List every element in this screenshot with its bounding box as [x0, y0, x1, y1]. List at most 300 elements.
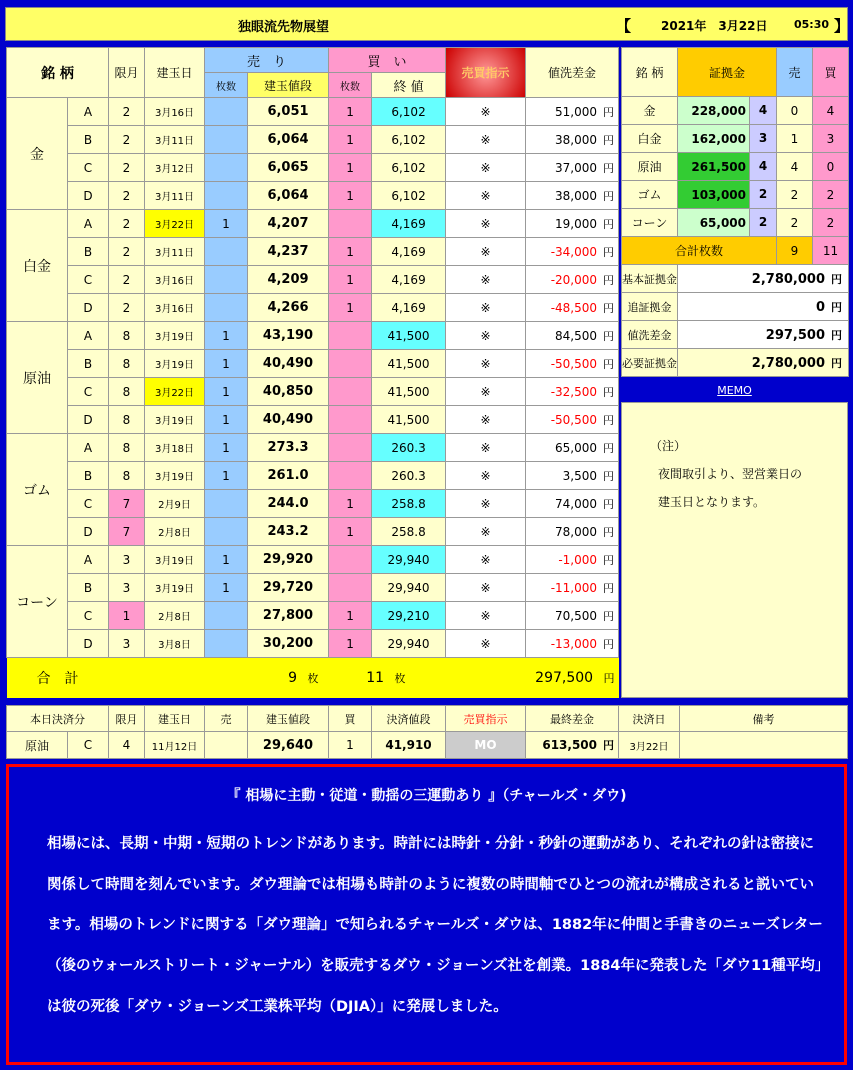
- contract-sub: A: [68, 322, 109, 350]
- gengetsu-cell: 1: [109, 602, 145, 630]
- diff-value: -50,500: [550, 412, 598, 427]
- gengetsu-cell: 2: [109, 294, 145, 322]
- price-cell: 244.0: [248, 490, 329, 518]
- kai-cell: 1: [329, 602, 372, 630]
- table-row: [7, 322, 619, 350]
- diff-value: -20,000: [550, 272, 598, 287]
- diff-unit: 円: [603, 357, 615, 371]
- settle-sub: C: [68, 732, 109, 759]
- hitsuyo-label: 必要証拠金: [622, 349, 678, 377]
- date-bracket-left: 【: [616, 17, 632, 35]
- table-row: [7, 434, 619, 462]
- contract-sub: C: [68, 266, 109, 294]
- contract-sub: D: [68, 630, 109, 658]
- uri-cell: 1: [205, 546, 248, 574]
- date-bracket-right: 】: [834, 17, 850, 35]
- uri-cell: [205, 126, 248, 154]
- uri-cell: [205, 602, 248, 630]
- diff-unit: 円: [603, 637, 615, 651]
- close-cell: 41,500: [372, 378, 446, 406]
- uri-cell: [205, 490, 248, 518]
- settle-name: 原油: [7, 732, 68, 759]
- tategyokubi-cell: 2月8日: [145, 518, 205, 546]
- contract-sub: B: [68, 238, 109, 266]
- close-cell: 29,940: [372, 546, 446, 574]
- close-cell: 29,210: [372, 602, 446, 630]
- title-bar: [5, 7, 848, 41]
- side-header-shokokin: 証拠金: [678, 48, 777, 97]
- diff-value: 38,000: [555, 132, 598, 147]
- gengetsu-cell: 2: [109, 98, 145, 126]
- table-row: [7, 378, 619, 406]
- signal-cell: ※: [446, 210, 526, 238]
- gengetsu-cell: 2: [109, 154, 145, 182]
- price-cell: 40,850: [248, 378, 329, 406]
- gengetsu-cell: 3: [109, 546, 145, 574]
- price-cell: 4,237: [248, 238, 329, 266]
- memo-line-1: （注）: [650, 439, 687, 453]
- diff-value: 74,000: [555, 496, 598, 511]
- margin-kai: 3: [813, 125, 849, 153]
- side-header-uri: 売: [777, 48, 813, 97]
- gengetsu-cell: 8: [109, 434, 145, 462]
- kihon-value: 2,780,000: [751, 271, 825, 287]
- settle-header-date: 建玉日: [145, 706, 205, 732]
- tategyokubi-cell: 3月19日: [145, 350, 205, 378]
- contract-sub: C: [68, 378, 109, 406]
- hitsuyo-value: 2,780,000: [751, 355, 825, 371]
- settle-kai: 1: [329, 732, 372, 759]
- header-gengetsu: 限月: [109, 48, 145, 98]
- contract-sub: D: [68, 518, 109, 546]
- table-row: [7, 126, 619, 154]
- kai-cell: 1: [329, 154, 372, 182]
- total-uri-unit: 枚: [307, 671, 319, 685]
- price-cell: 29,920: [248, 546, 329, 574]
- diff-value: -34,000: [550, 244, 598, 259]
- uri-cell: 1: [205, 350, 248, 378]
- memo-line-3: 建玉日となります。: [658, 495, 766, 509]
- article-box: [6, 764, 847, 1065]
- margin-row: [622, 153, 849, 181]
- margin-name: 金: [622, 97, 678, 125]
- article-body: 相場には、長期・中期・短期のトレンドがあります。時計には時針・分針・秒針の運動があり、それぞれの針は密接に関係して時間を刻んでいます。ダウ理論では相場も時計のように複数の時間軸でひとつの流れが構成されると説いています。相場のトレンドに関する「ダウ理論」で知られるチャールズ・ダウは、1882年に仲間と手書きのニューズレター（後のウォールストリート・ジャーナル）を販売するダウ・ジョーンズ社を創業。1884年に発表した「ダウ11種平均」は彼の死後「ダウ・ジョーンズ工業株平均（DJIA）」に発展しました。: [47, 836, 823, 1015]
- diff-value: -11,000: [550, 580, 598, 595]
- side-total-uri: 9: [777, 237, 813, 265]
- date-text: 2021年 3月22日: [661, 19, 768, 33]
- margin-kai: 0: [813, 153, 849, 181]
- header-baibai: 売買指示: [446, 48, 526, 98]
- settle-price: 29,640: [248, 732, 329, 759]
- diff-unit: 円: [603, 105, 615, 119]
- header-meigara: 銘 柄: [7, 48, 109, 98]
- price-cell: 6,051: [248, 98, 329, 126]
- close-cell: 260.3: [372, 434, 446, 462]
- close-cell: 41,500: [372, 350, 446, 378]
- article-quote: 『 相場に主動・従道・動揺の三運動あり 』（チャールズ・ダウ): [226, 788, 627, 804]
- diff-unit: 円: [603, 525, 615, 539]
- price-cell: 6,064: [248, 182, 329, 210]
- tategyokubi-cell: 3月19日: [145, 574, 205, 602]
- page-title: 独眼流先物展望: [238, 20, 330, 35]
- contract-sub: A: [68, 98, 109, 126]
- margin-uri: 1: [777, 125, 813, 153]
- signal-cell: ※: [446, 546, 526, 574]
- tategyokubi-cell: 2月9日: [145, 490, 205, 518]
- close-cell: 41,500: [372, 322, 446, 350]
- header-tategyoku-nedan: 建玉値段: [248, 73, 329, 98]
- signal-cell: ※: [446, 574, 526, 602]
- diff-unit: 円: [603, 273, 615, 287]
- diff-value: 3,500: [562, 468, 598, 483]
- signal-cell: ※: [446, 238, 526, 266]
- side-header-meigara: 銘 柄: [622, 48, 678, 97]
- table-row: [7, 182, 619, 210]
- gengetsu-cell: 2: [109, 238, 145, 266]
- margin-count: 2: [749, 209, 776, 236]
- gengetsu-cell: 7: [109, 518, 145, 546]
- tsui-value: 0: [815, 299, 825, 315]
- diff-unit: 円: [603, 133, 615, 147]
- table-row: [7, 350, 619, 378]
- contract-sub: B: [68, 350, 109, 378]
- price-cell: 243.2: [248, 518, 329, 546]
- close-cell: 6,102: [372, 126, 446, 154]
- neari-unit: 円: [831, 328, 842, 342]
- table-row: [7, 98, 619, 126]
- diff-value: -48,500: [550, 300, 598, 315]
- margin-count: 3: [749, 125, 776, 152]
- margin-kai: 2: [813, 209, 849, 237]
- margin-kai: 4: [813, 97, 849, 125]
- settle-biko: [680, 732, 848, 759]
- gengetsu-cell: 7: [109, 490, 145, 518]
- margin-table: [621, 47, 849, 377]
- diff-unit: 円: [603, 581, 615, 595]
- kihon-label: 基本証拠金: [622, 265, 678, 293]
- settle-diff-unit: 円: [603, 739, 614, 752]
- kai-cell: 1: [329, 490, 372, 518]
- close-cell: 4,169: [372, 266, 446, 294]
- uri-cell: [205, 238, 248, 266]
- kai-cell: 1: [329, 98, 372, 126]
- margin-name: ゴム: [622, 181, 678, 209]
- contract-sub: C: [68, 602, 109, 630]
- signal-cell: ※: [446, 126, 526, 154]
- diff-unit: 円: [603, 413, 615, 427]
- kai-cell: 1: [329, 518, 372, 546]
- margin-uri: 0: [777, 97, 813, 125]
- price-cell: 29,720: [248, 574, 329, 602]
- table-row: [7, 490, 619, 518]
- signal-cell: ※: [446, 350, 526, 378]
- margin-amount: 65,000: [699, 215, 746, 230]
- tategyokubi-cell: 3月22日: [145, 378, 205, 406]
- signal-cell: ※: [446, 462, 526, 490]
- tategyokubi-cell: 3月12日: [145, 154, 205, 182]
- neari-label: 値洗差金: [622, 321, 678, 349]
- gengetsu-cell: 8: [109, 322, 145, 350]
- settle-header-kessai: 決済値段: [372, 706, 446, 732]
- signal-cell: ※: [446, 266, 526, 294]
- contract-sub: A: [68, 210, 109, 238]
- margin-row: [622, 181, 849, 209]
- settle-header-uri: 売: [205, 706, 248, 732]
- kai-cell: 1: [329, 126, 372, 154]
- close-cell: 6,102: [372, 98, 446, 126]
- tategyokubi-cell: 3月11日: [145, 126, 205, 154]
- signal-cell: ※: [446, 378, 526, 406]
- kai-cell: [329, 322, 372, 350]
- uri-cell: [205, 154, 248, 182]
- diff-unit: 円: [603, 469, 615, 483]
- price-cell: 261.0: [248, 462, 329, 490]
- price-cell: 30,200: [248, 630, 329, 658]
- signal-cell: ※: [446, 182, 526, 210]
- kihon-unit: 円: [831, 272, 842, 286]
- diff-unit: 円: [603, 385, 615, 399]
- commodity-name: 金: [7, 98, 68, 210]
- table-row: [7, 574, 619, 602]
- settle-gen: 4: [109, 732, 145, 759]
- memo-header[interactable]: MEMO: [717, 384, 752, 397]
- contract-sub: A: [68, 434, 109, 462]
- price-cell: 40,490: [248, 406, 329, 434]
- contract-sub: B: [68, 462, 109, 490]
- diff-value: -13,000: [550, 636, 598, 651]
- close-cell: 29,940: [372, 630, 446, 658]
- price-cell: 4,266: [248, 294, 329, 322]
- header-uri-maisu: 枚数: [205, 73, 248, 98]
- kai-cell: 1: [329, 266, 372, 294]
- kai-cell: [329, 434, 372, 462]
- uri-cell: 1: [205, 322, 248, 350]
- positions-table: [6, 47, 619, 698]
- kai-cell: [329, 462, 372, 490]
- margin-amount: 261,500: [691, 159, 746, 174]
- close-cell: 41,500: [372, 406, 446, 434]
- diff-unit: 円: [603, 553, 615, 567]
- price-cell: 4,207: [248, 210, 329, 238]
- tategyokubi-cell: 2月8日: [145, 602, 205, 630]
- gengetsu-cell: 2: [109, 210, 145, 238]
- signal-cell: ※: [446, 322, 526, 350]
- gengetsu-cell: 2: [109, 126, 145, 154]
- settlement-table: [6, 705, 848, 759]
- close-cell: 4,169: [372, 294, 446, 322]
- settle-header-saishu: 最終差金: [526, 706, 619, 732]
- total-kai-unit: 枚: [394, 671, 406, 685]
- price-cell: 6,065: [248, 154, 329, 182]
- uri-cell: 1: [205, 462, 248, 490]
- margin-name: 白金: [622, 125, 678, 153]
- close-cell: 6,102: [372, 182, 446, 210]
- table-row: [7, 154, 619, 182]
- table-row: [7, 266, 619, 294]
- tategyokubi-cell: 3月11日: [145, 238, 205, 266]
- uri-cell: 1: [205, 378, 248, 406]
- signal-cell: ※: [446, 602, 526, 630]
- table-row: [7, 518, 619, 546]
- settle-header-biko: 備考: [680, 706, 848, 732]
- tategyokubi-cell: 3月11日: [145, 182, 205, 210]
- uri-cell: 1: [205, 574, 248, 602]
- commodity-name: コーン: [7, 546, 68, 658]
- margin-name: コーン: [622, 209, 678, 237]
- contract-sub: C: [68, 490, 109, 518]
- total-diff-unit: 円: [603, 671, 615, 685]
- total-uri: 9: [288, 669, 298, 686]
- settle-header-price: 建玉値段: [248, 706, 329, 732]
- signal-cell: ※: [446, 98, 526, 126]
- settle-date: 11月12日: [145, 732, 205, 759]
- diff-value: 37,000: [555, 160, 598, 175]
- table-row: [7, 406, 619, 434]
- diff-value: 19,000: [555, 216, 598, 231]
- time-text: 05:30: [794, 18, 830, 31]
- margin-amount: 103,000: [691, 187, 746, 202]
- margin-count: 4: [749, 97, 776, 124]
- gengetsu-cell: 8: [109, 406, 145, 434]
- contract-sub: D: [68, 294, 109, 322]
- tategyokubi-cell: 3月19日: [145, 406, 205, 434]
- table-row: [7, 462, 619, 490]
- margin-kai: 2: [813, 181, 849, 209]
- price-cell: 273.3: [248, 434, 329, 462]
- price-cell: 4,209: [248, 266, 329, 294]
- close-cell: 258.8: [372, 490, 446, 518]
- kai-cell: [329, 406, 372, 434]
- kai-cell: [329, 546, 372, 574]
- kai-cell: [329, 350, 372, 378]
- tsui-unit: 円: [831, 300, 842, 314]
- settle-kessai: 41,910: [372, 732, 446, 759]
- contract-sub: D: [68, 406, 109, 434]
- header-kai: 買 い: [329, 48, 446, 73]
- diff-value: 78,000: [555, 524, 598, 539]
- close-cell: 6,102: [372, 154, 446, 182]
- gengetsu-cell: 8: [109, 462, 145, 490]
- hitsuyo-unit: 円: [831, 356, 842, 370]
- diff-value: -50,500: [550, 356, 598, 371]
- diff-unit: 円: [603, 245, 615, 259]
- margin-uri: 2: [777, 209, 813, 237]
- kai-cell: [329, 378, 372, 406]
- margin-row: [622, 125, 849, 153]
- table-row: [7, 210, 619, 238]
- uri-cell: [205, 630, 248, 658]
- uri-cell: [205, 518, 248, 546]
- kai-cell: 1: [329, 238, 372, 266]
- uri-cell: 1: [205, 434, 248, 462]
- diff-unit: 円: [603, 497, 615, 511]
- kai-cell: [329, 574, 372, 602]
- price-cell: 43,190: [248, 322, 329, 350]
- settle-header-kai: 買: [329, 706, 372, 732]
- commodity-name: ゴム: [7, 434, 68, 546]
- price-cell: 27,800: [248, 602, 329, 630]
- gengetsu-cell: 3: [109, 630, 145, 658]
- close-cell: 4,169: [372, 238, 446, 266]
- memo-line-2: 夜間取引より、翌営業日の: [658, 467, 803, 481]
- margin-uri: 2: [777, 181, 813, 209]
- margin-name: 原油: [622, 153, 678, 181]
- uri-cell: [205, 294, 248, 322]
- signal-cell: ※: [446, 490, 526, 518]
- margin-row: [622, 97, 849, 125]
- settle-diff: 613,500: [542, 738, 597, 752]
- close-cell: 29,940: [372, 574, 446, 602]
- tategyokubi-cell: 3月18日: [145, 434, 205, 462]
- margin-count: 4: [749, 153, 776, 180]
- margin-amount: 228,000: [691, 103, 746, 118]
- total-kai: 11: [366, 669, 385, 686]
- uri-cell: 1: [205, 210, 248, 238]
- tategyokubi-cell: 3月19日: [145, 462, 205, 490]
- margin-uri: 4: [777, 153, 813, 181]
- diff-value: 84,500: [555, 328, 598, 343]
- settle-uri: [205, 732, 248, 759]
- header-kai-maisu: 枚数: [329, 73, 372, 98]
- close-cell: 258.8: [372, 518, 446, 546]
- contract-sub: D: [68, 182, 109, 210]
- tategyokubi-cell: 3月16日: [145, 98, 205, 126]
- kai-cell: 1: [329, 294, 372, 322]
- total-diff: 297,500: [535, 669, 594, 686]
- diff-unit: 円: [603, 217, 615, 231]
- diff-unit: 円: [603, 189, 615, 203]
- neari-value: 297,500: [765, 327, 825, 343]
- kai-cell: 1: [329, 182, 372, 210]
- signal-cell: ※: [446, 406, 526, 434]
- price-cell: 6,064: [248, 126, 329, 154]
- table-row: [7, 238, 619, 266]
- contract-sub: C: [68, 154, 109, 182]
- tategyokubi-cell: 3月19日: [145, 546, 205, 574]
- signal-cell: ※: [446, 434, 526, 462]
- tategyokubi-cell: 3月22日: [145, 210, 205, 238]
- price-cell: 40,490: [248, 350, 329, 378]
- diff-unit: 円: [603, 609, 615, 623]
- settle-header-label: 本日決済分: [7, 706, 109, 732]
- header-owarine: 終 値: [372, 73, 446, 98]
- kai-cell: [329, 210, 372, 238]
- commodity-name: 白金: [7, 210, 68, 322]
- kai-cell: 1: [329, 630, 372, 658]
- header-nearaisagaku: 値洗差金: [526, 48, 619, 98]
- contract-sub: B: [68, 126, 109, 154]
- signal-cell: ※: [446, 154, 526, 182]
- side-total-label: 合計枚数: [622, 237, 777, 265]
- diff-value: 51,000: [555, 104, 598, 119]
- tategyokubi-cell: 3月16日: [145, 266, 205, 294]
- tategyokubi-cell: 3月16日: [145, 294, 205, 322]
- header-tategyokubi: 建玉日: [145, 48, 205, 98]
- settle-header-gen: 限月: [109, 706, 145, 732]
- table-row: [7, 294, 619, 322]
- tsui-label: 追証拠金: [622, 293, 678, 321]
- uri-cell: 1: [205, 406, 248, 434]
- diff-unit: 円: [603, 329, 615, 343]
- settle-header-kessaibi: 決済日: [619, 706, 680, 732]
- gengetsu-cell: 2: [109, 182, 145, 210]
- margin-amount: 162,000: [691, 131, 746, 146]
- diff-unit: 円: [603, 301, 615, 315]
- settle-header-baibai: 売買指示: [446, 706, 526, 732]
- table-row: [7, 602, 619, 630]
- uri-cell: [205, 182, 248, 210]
- diff-unit: 円: [603, 441, 615, 455]
